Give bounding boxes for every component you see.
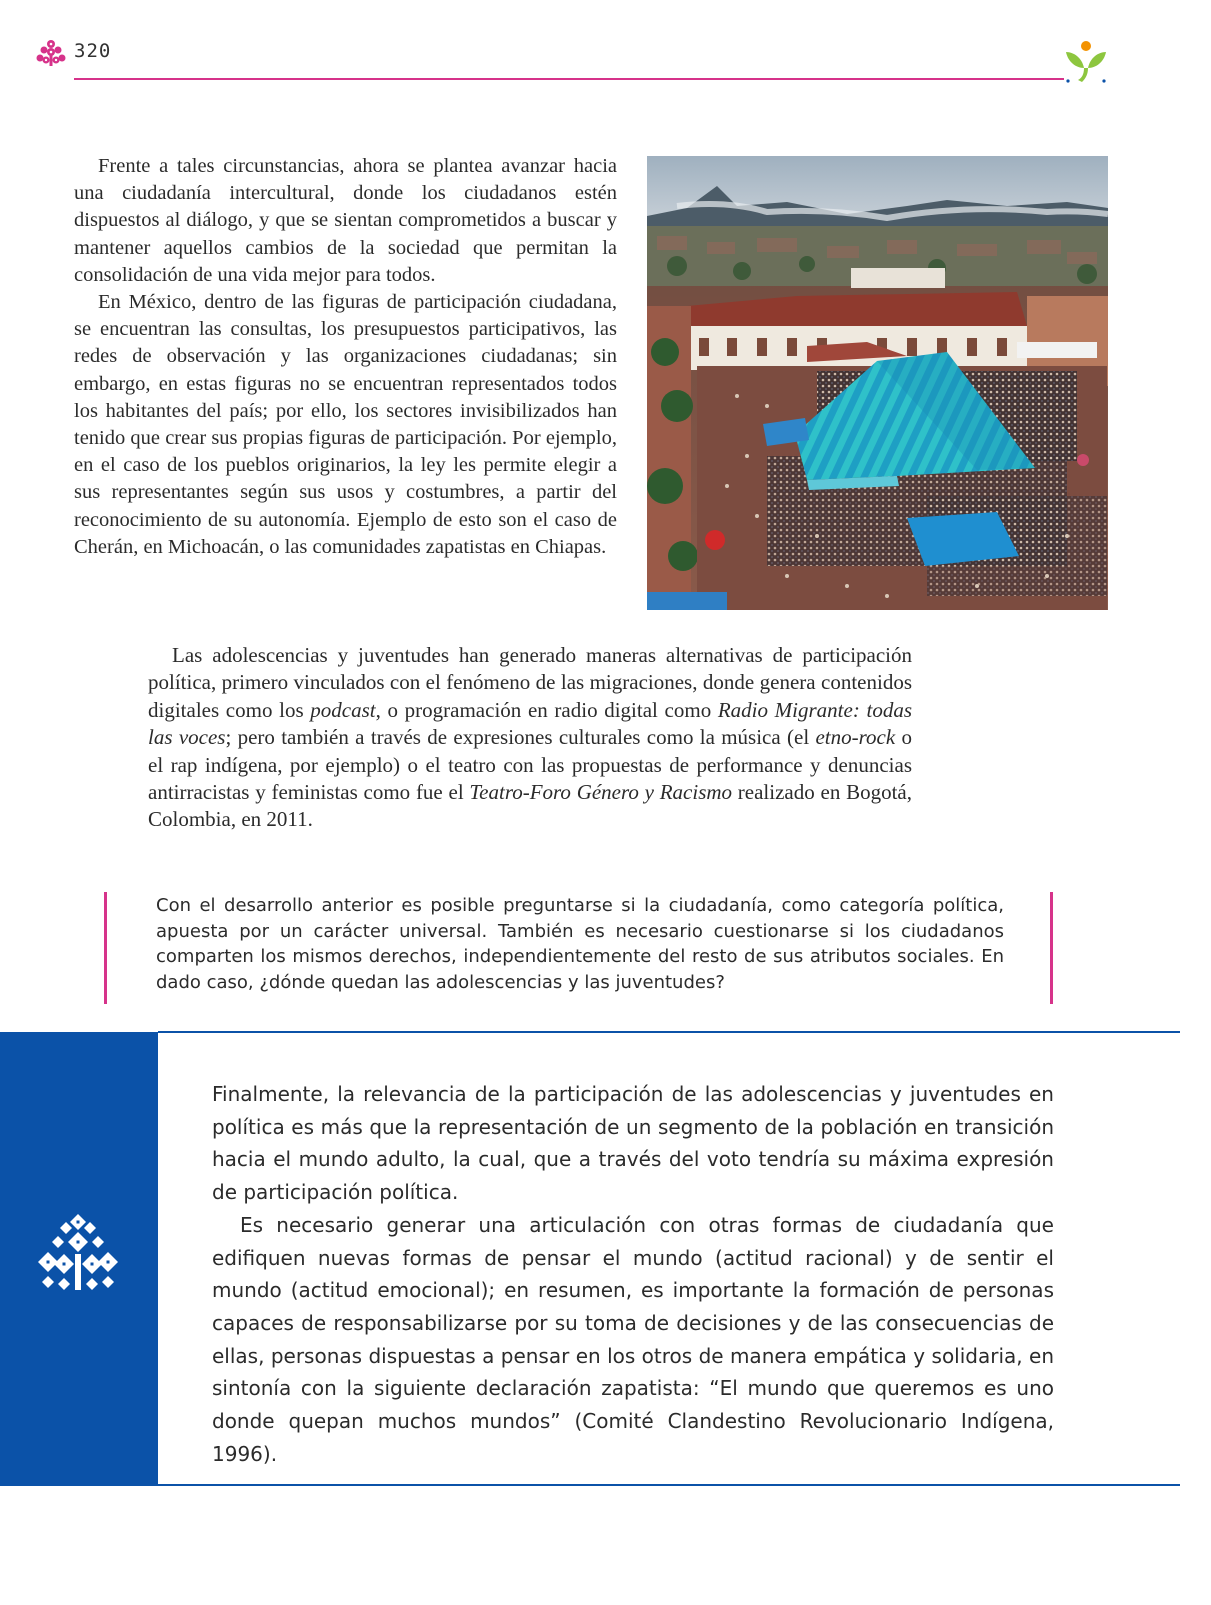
column-paragraph-2: En México, dentro de las figuras de participación ciudadana, se encuentran las consultas, los presupuestos participativos, las redes de observación y las organizaciones ciudadanas; sin embargo, en estas figuras no se encuentran representados todos los habitantes del país; por ello, los sectores invisibilizados han tenido que crear sus propias figuras de participación. Por ejemplo, en el caso de los pueblos originarios, la ley les permite elegir a sus representantes según sus usos y costumbres, a partir del reconocimiento de su autonomía. Ejemplo de esto son el caso de Cherán, en Michoacán, o las comunidades zapatistas en Chiapas. [74, 291, 617, 558]
mid-italic-podcast: podcast [310, 697, 376, 722]
mid-italic-etno-rock: etno-rock [815, 725, 896, 750]
page-number: 320 [74, 40, 112, 62]
column-text [74, 153, 617, 561]
textile-pattern-icon [36, 1212, 120, 1296]
final-top-rule [158, 1031, 1180, 1033]
town-square-photo [647, 156, 1108, 610]
reflection-text: Con el desarrollo anterior es posible preguntarse si la ciudadanía, como categoría política, apuesta por un carácter universal. También es necesario cuestionarse si los ciudadanos comparten los mismos derechos, independientemente del resto de sus atributos sociales. En dado caso, ¿dónde quedan las adolescencias y las juventudes? [156, 895, 1004, 993]
figure-logo-icon [1060, 38, 1112, 86]
final-paragraph-1: Finalmente, la relevancia de la participación de las adolescencias y juventudes en política es más que la representación de un segmento de la población en transición hacia el mundo adulto, la cual, que a través del voto tendría su máxima expresión de participación política. [212, 1082, 1054, 1205]
column-paragraph-1: Frente a tales circunstancias, ahora se plantea avanzar hacia una ciudadanía intercultural, donde los ciudadanos estén dispuestos al diálogo, y que se sientan comprometidos a buscar y mantener aquellos cambios de la sociedad que permitan la consolidación de una vida mejor para todos. [74, 155, 617, 286]
mid-text-4: o el rap indígena, por ejemplo) o el teatro con las propuestas de performance y denuncias antirracistas y feministas como fue el [148, 725, 912, 805]
reflection-right-bar [1050, 892, 1053, 1004]
youth-participation-paragraph [148, 642, 912, 834]
mid-italic-teatro: Teatro-Foro Género y Racismo [469, 780, 733, 805]
mid-text-2: , o programación en radio digital como [375, 697, 718, 722]
final-bottom-rule [158, 1484, 1180, 1486]
reflection-left-bar [104, 892, 107, 1004]
mid-text-3: ; pero también a través de expresiones culturales como la música (el [225, 725, 816, 750]
reflection-box [156, 893, 1004, 995]
header-rule [74, 78, 1064, 80]
flower-icon [34, 38, 68, 68]
mid-text-5: realizado en Bogotá, Colombia, en 2011. [148, 780, 912, 832]
final-section-text [212, 1078, 1054, 1470]
final-paragraph-2: Es necesario generar una articulación con otras formas de ciudadanía que edifiquen nuevas formas de pensar el mundo (actitud racional) y de sentir el mundo (actitud emocional); en resumen, es importante la formación de personas capaces de responsabilizarse por su toma de decisiones y de las consecuencias de ellas, personas dispuestas a pensar en los otros de manera empática y solidaria, en sintonía con la siguiente declaración zapatista: “El mundo que queremos es uno donde quepan muchos mundos” (Comité Clandestino Revolucionario Indígena, 1996). [212, 1212, 1054, 1466]
mid-italic-radio: Radio Migrante: todas las voces [148, 697, 912, 750]
mid-text-1: Las adolescencias y juventudes han generado maneras alternativas de participación política, primero vinculados con el fenómeno de las migraciones, donde genera contenidos digitales como los [148, 643, 912, 722]
